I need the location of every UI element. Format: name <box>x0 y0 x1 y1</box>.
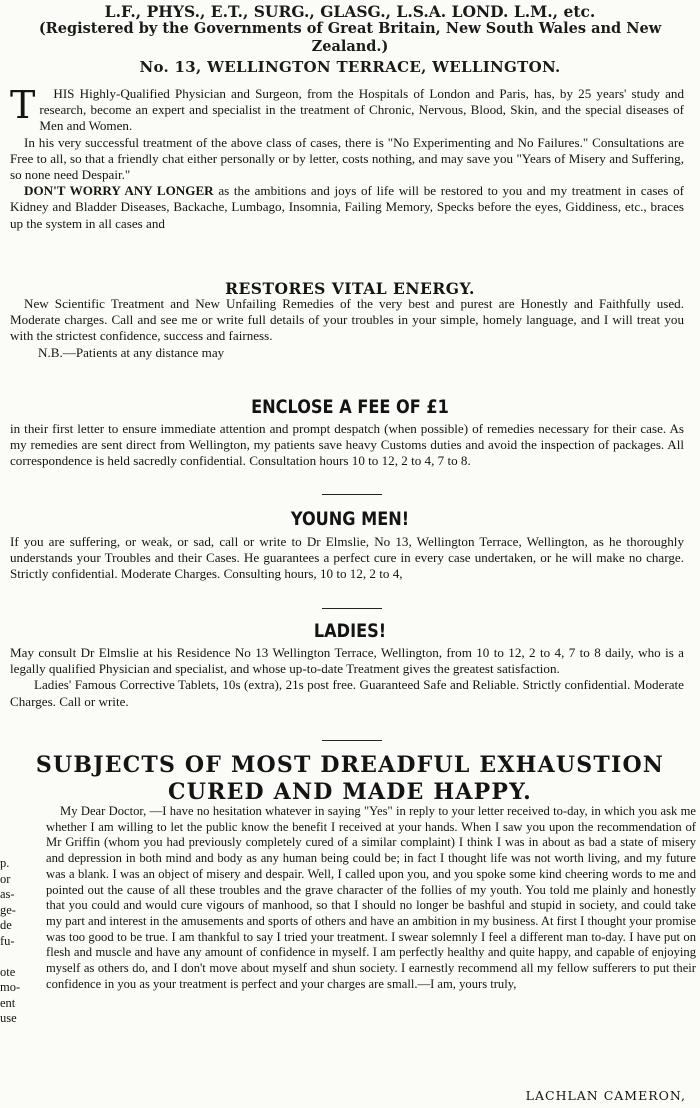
drop-cap: T <box>10 83 36 127</box>
restores-paragraph: New Scientific Treatment and New Unfailing Remedies of the very best and purest are Honestly and Faithfully used. Moderate charges. Call and see me or write full details of your troubles in your simple, homely language, and I will treat you with the strictest confidence, success and fairness. <box>10 296 684 344</box>
letter-signature: LACHLAN CAMERON, <box>525 1088 686 1103</box>
address-line: No. 13, WELLINGTON TERRACE, WELLINGTON. <box>139 58 561 76</box>
fee-heading: ENCLOSE A FEE OF £1 <box>251 396 449 418</box>
fee-section <box>10 421 684 470</box>
section-divider <box>322 494 382 495</box>
intro-emphasis: DON'T WORRY ANY LONGER <box>24 183 214 199</box>
ladies-heading: LADIES! <box>313 620 387 642</box>
intro-section <box>10 83 684 232</box>
ladies-paragraph-2: Ladies' Famous Corrective Tablets, 10s (extra), 21s post free. Guaranteed Safe and Reliable. Strictly confidential. Moderate Charges. Call or write. <box>10 677 684 709</box>
registration-line-cont: Zealand.) <box>311 38 389 55</box>
margin-fragment: de <box>0 918 12 933</box>
restores-note: N.B.—Patients at any distance may <box>38 344 225 360</box>
ladies-paragraph-1: May consult Dr Elmslie at his Residence No 13 Wellington Terrace, Wellington, from 10 to 12, 2 to 4, 7 to 8 daily, who is a legally qualified Physician and specialist, and whose up-to-date Treatment gives the greatest satisfaction. <box>10 645 684 677</box>
adjacent-column-fragments <box>0 856 30 1027</box>
restores-section <box>10 296 684 361</box>
letter-body: My Dear Doctor, —I have no hesitation whatever in saying "Yes" in reply to your letter received to-day, in which you ask me whether I am willing to let the public know the benefit I received at your hands. When I saw you upon the recommendation of Mr Griffin (whom you had previously completely cured of a similar complaint) I think I was in about as bad a state of misery and depression in both mind and body as any human being could be; in fact I thought life was not worth living, and my future was a blank. I was an object of misery and despair. Well, I called upon you, and you spoke some kind cheering words to me and pointed out the cause of all these troubles and the grave character of the follies of my youth. You told me plainly and honestly that you could and would cure vigours of manhood, so that I should no longer be bashful and stupid in society, and could take my part and interest in the amusements and sports of others and have an ambition in my business. At first I thought your promise was too good to be true. I am thankful to say I tried your treatment. I swear solemnly I feel a different man to-day. I have put on flesh and muscle and have any amount of confidence in myself. I am perfectly healthy and quite happy, and capable of enjoying myself as others do, and I don't move about myself and shun society. I earnestly recommend all my fellow sufferers to put their confidence in you as your treatment is perfect and your charges are small.—I am, yours truly, <box>46 804 696 991</box>
margin-fragment: ge- <box>0 902 16 917</box>
margin-fragment: as- <box>0 887 15 902</box>
margin-fragment: or <box>0 871 11 886</box>
young-men-section <box>10 534 684 583</box>
young-men-heading: YOUNG MEN! <box>290 508 410 530</box>
margin-fragment: mo- <box>0 980 21 995</box>
margin-fragment: p. <box>0 856 10 870</box>
section-divider <box>322 740 382 741</box>
margin-fragment: ote <box>0 964 16 979</box>
intro-paragraph-3: as the ambitions and joys of life will be restored to you and my treatment in cases of Kidney and Bladder Diseases, Backache, Lumbago, Insomnia, Failing Memory, Specks before the eyes, Giddiness, etc., braces up the system in all cases and <box>10 183 684 231</box>
fee-paragraph: in their first letter to ensure immediate attention and prompt despatch (when possible) of remedies necessary for their case. As my remedies are sent direct from Wellington, my patients save heavy Customs duties and avoid the inspection of packages. All correspondence is held sacredly confidential. Consultation hours 10 to 12, 2 to 4, 7 to 8. <box>10 421 684 469</box>
section-divider <box>322 608 382 609</box>
credentials-line: L.F., PHYS., E.T., SURG., GLASG., L.S.A. LOND. L.M., etc. <box>104 2 596 21</box>
testimonial-heading-2: CURED AND MADE HAPPY. <box>168 779 532 805</box>
registration-line: (Registered by the Governments of Great Britain, New South Wales and New <box>38 20 662 37</box>
young-men-paragraph: If you are suffering, or weak, or sad, call or write to Dr Elmslie, No 13, Wellington Terrace, Wellington, as he thoroughly understands your Troubles and their Cases. He guarantees a perfect cure in every case undertaken, or he will make no charge. Strictly confidential. Moderate Charges. Consulting hours, 10 to 12, 2 to 4, <box>10 534 684 582</box>
testimonial-heading-1: SUBJECTS OF MOST DREADFUL EXHAUSTION <box>35 752 665 778</box>
ladies-section <box>10 645 684 710</box>
margin-fragment: fu- <box>0 933 15 948</box>
intro-paragraph-1: HIS Highly-Qualified Physician and Surgeon, from the Hospitals of London and Paris, has, by 25 years' study and research, become an expert and specialist in the treatment of Chronic, Nervous, Blood, Skin, and the special diseases of Men and Women. <box>39 86 684 134</box>
margin-fragment: use <box>0 1011 17 1026</box>
testimonial-letter <box>46 804 696 992</box>
intro-paragraph-2: In his very successful treatment of the above class of cases, there is "No Experimenting and No Failures." Consultations are Free to all, so that a friendly chat either personally or by letter, costs nothing, and may save you "Years of Misery and Suffering, so none need Despair." <box>10 134 684 183</box>
restores-heading: RESTORES VITAL ENERGY. <box>225 279 475 298</box>
margin-fragment: ent <box>0 995 16 1010</box>
